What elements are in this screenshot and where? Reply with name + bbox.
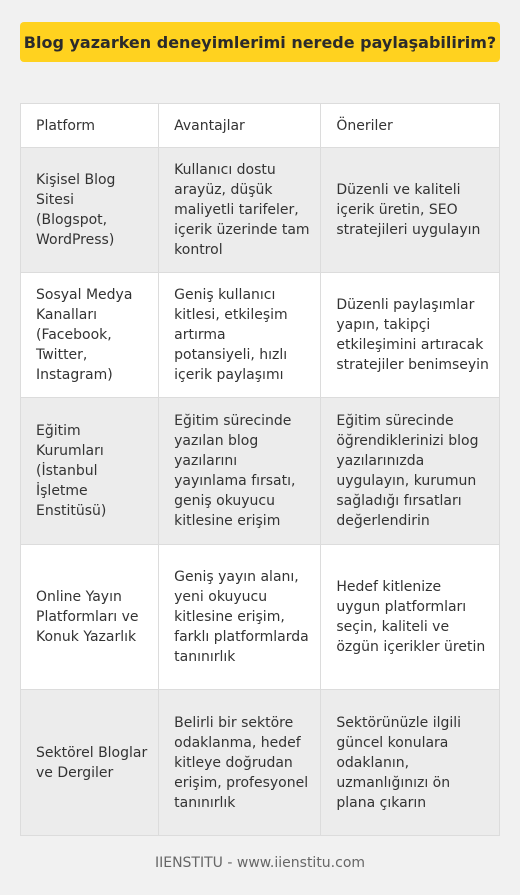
cell-platform: Eğitim Kurumları (İstanbul İşletme Enstitüsü) (21, 398, 159, 545)
table-row (21, 545, 500, 690)
platform-table (20, 103, 500, 836)
cell-suggestions: Sektörünüzle ilgili güncel konulara odaklanın, uzmanlığınızı ön plana çıkarın (321, 690, 500, 836)
cell-advantages: Geniş yayın alanı, yeni okuyucu kitlesine erişim, farklı platformlarda tanınırlık (159, 545, 321, 690)
cell-platform: Sektörel Bloglar ve Dergiler (21, 690, 159, 836)
column-header-advantages: Avantajlar (159, 104, 321, 148)
cell-suggestions: Düzenli paylaşımlar yapın, takipçi etkileşimini artıracak stratejiler benimseyin (321, 273, 500, 398)
table-row (21, 148, 500, 273)
table-row (21, 398, 500, 545)
cell-advantages: Belirli bir sektöre odaklanma, hedef kitleye doğrudan erişim, profesyonel tanınırlık (159, 690, 321, 836)
page-title: Blog yazarken deneyimlerimi nerede paylaşabilirim? (20, 22, 500, 62)
table-row (21, 273, 500, 398)
column-header-suggestions: Öneriler (321, 104, 500, 148)
cell-suggestions: Düzenli ve kaliteli içerik üretin, SEO stratejileri uygulayın (321, 148, 500, 273)
cell-suggestions: Eğitim sürecinde öğrendiklerinizi blog yazılarınızda uygulayın, kurumun sağladığı fırsatları değerlendirin (321, 398, 500, 545)
cell-suggestions: Hedef kitlenize uygun platformları seçin, kaliteli ve özgün içerikler üretin (321, 545, 500, 690)
cell-platform: Online Yayın Platformları ve Konuk Yazarlık (21, 545, 159, 690)
table-header-row (21, 104, 500, 148)
cell-platform: Sosyal Medya Kanalları (Facebook, Twitter, Instagram) (21, 273, 159, 398)
cell-advantages: Geniş kullanıcı kitlesi, etkileşim artırma potansiyeli, hızlı içerik paylaşımı (159, 273, 321, 398)
cell-advantages: Eğitim sürecinde yazılan blog yazılarını yayınlama fırsatı, geniş okuyucu kitlesine erişim (159, 398, 321, 545)
cell-advantages: Kullanıcı dostu arayüz, düşük maliyetli tarifeler, içerik üzerinde tam kontrol (159, 148, 321, 273)
table-row (21, 690, 500, 836)
footer-credit: IIENSTITU - www.iienstitu.com (154, 855, 366, 871)
column-header-platform: Platform (21, 104, 159, 148)
cell-platform: Kişisel Blog Sitesi (Blogspot, WordPress) (21, 148, 159, 273)
